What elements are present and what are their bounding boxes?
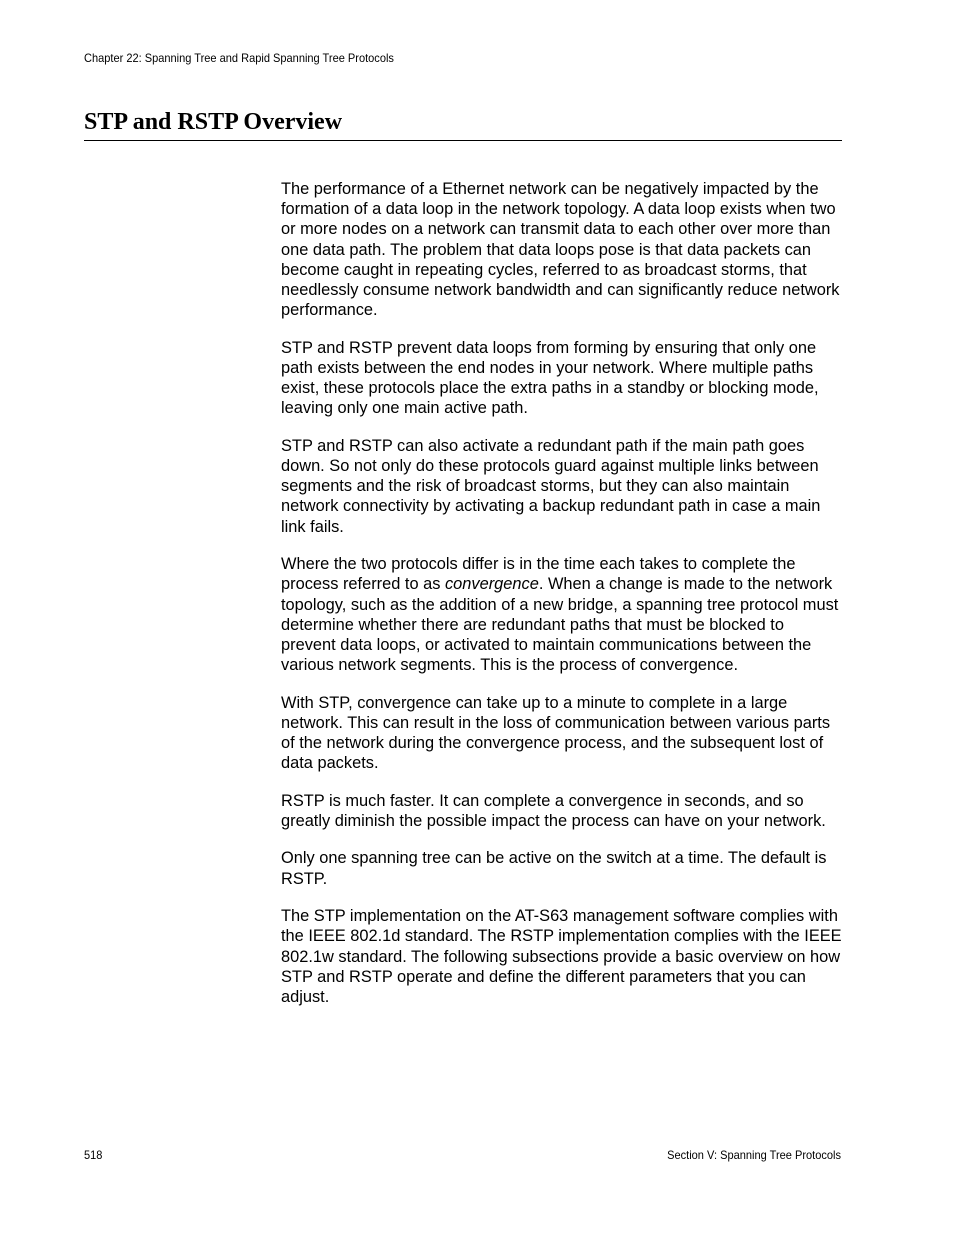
paragraph-one-tree: Only one spanning tree can be active on the switch at a time. The default is RSTP. [281, 849, 827, 888]
paragraph-rstp-faster: RSTP is much faster. It can complete a convergence in seconds, and so greatly diminish the possible impact the process can have on your network. [281, 791, 826, 830]
convergence-term: convergence [444, 575, 539, 594]
footer-section: Section V: Spanning Tree Protocols [667, 1148, 841, 1162]
paragraph-prevent-loops: STP and RSTP prevent data loops from forming by ensuring that only one path exists between the end nodes in your network. Where multiple paths exist, these protocols place the extra paths in a standby or blocking mode, leaving only one main active path. [281, 338, 819, 418]
paragraph-convergence [281, 554, 843, 675]
paragraph-redundant-path: STP and RSTP can also activate a redundant path if the main path goes down. So not only do these protocols guard against multiple links between segments and the risk of broadcast storms, but they can also maintain network connectivity by activating a backup redundant path in case a main link fails. [281, 436, 821, 536]
page-number: 518 [84, 1148, 103, 1162]
paragraph-standards: The STP implementation on the AT-S63 management software complies with the IEEE 802.1d standard. The RSTP implementation complies with the IEEE 802.1w standard. The following subsections provide a basic overview on how STP and RSTP operate and define the different parameters that you can adjust. [281, 907, 842, 1006]
running-header: Chapter 22: Spanning Tree and Rapid Spanning Tree Protocols [84, 51, 394, 65]
convergence-text-after: . When a change is made to the network topology, such as the addition of a new bridge, a spanning tree protocol must determine whether there are redundant paths that must be blocked to prevent data loops, or activated to maintain communications between the various network segments. This is the process of convergence. [281, 575, 839, 675]
paragraph-stp-convergence: With STP, convergence can take up to a minute to complete in a large network. This can result in the loss of communication between various parts of the network during the convergence process, and the subsequent lost of data packets. [281, 693, 831, 773]
body-text [281, 179, 843, 1024]
section-title: STP and RSTP Overview [84, 109, 343, 135]
paragraph-data-loops: The performance of a Ethernet network can be negatively impacted by the formation of a data loop in the network topology. A data loop exists when two or more nodes on a network can transmit data to each other over more than one data path. The problem that data loops pose is that data packets can become caught in repeating cycles, referred to as broadcast storms, that needlessly consume network bandwidth and can significantly reduce network performance. [281, 180, 840, 320]
convergence-text-before: Where the two protocols differ is in the time each takes to complete the process referred to as [281, 555, 796, 594]
title-divider [84, 140, 842, 141]
